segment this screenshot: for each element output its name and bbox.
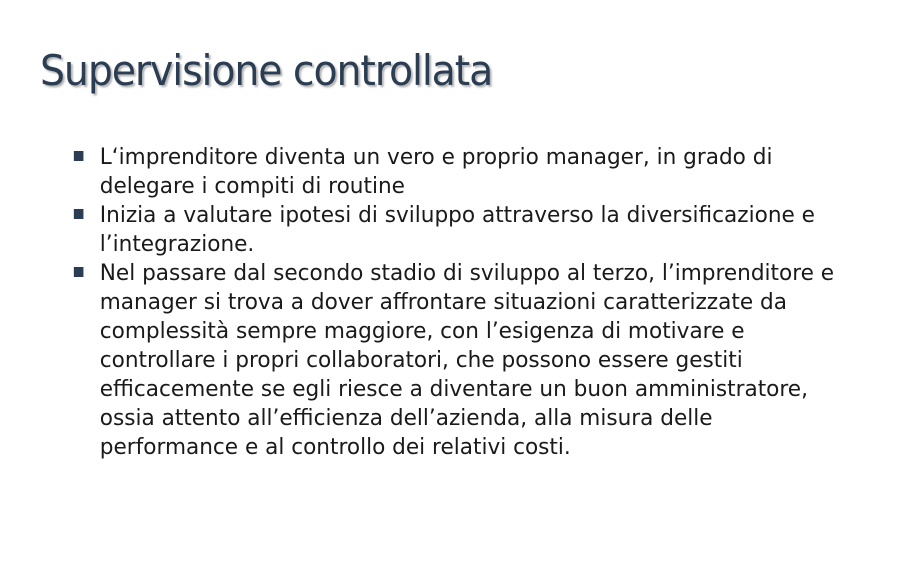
slide-title: Supervisione controllata <box>40 46 493 95</box>
bullet-list <box>70 143 880 462</box>
square-bullet-icon <box>74 151 84 161</box>
bullet-text: Inizia a valutare ipotesi di sviluppo attraverso la diversificazione e l’integrazione. <box>99 202 815 257</box>
bullet-item <box>70 143 848 201</box>
bullet-item <box>70 259 848 462</box>
square-bullet-icon <box>74 267 84 277</box>
square-bullet-icon <box>74 209 84 219</box>
bullet-item <box>70 201 848 259</box>
bullet-text: L‘imprenditore diventa un vero e proprio manager, in grado di delegare i compiti di routine <box>99 144 773 199</box>
bullet-text: Nel passare dal secondo stadio di sviluppo al terzo, l’imprenditore e manager si trova a dover affrontare situazioni caratterizzate da complessità sempre maggiore, con l’esigenza di motivare e controllare i propri collaboratori, che possono essere gestiti efficacemente se egli riesce a diventare un buon amministratore, ossia attento all’efficienza dell’azienda, alla misura delle performance e al controllo dei relativi costi. <box>99 260 835 460</box>
